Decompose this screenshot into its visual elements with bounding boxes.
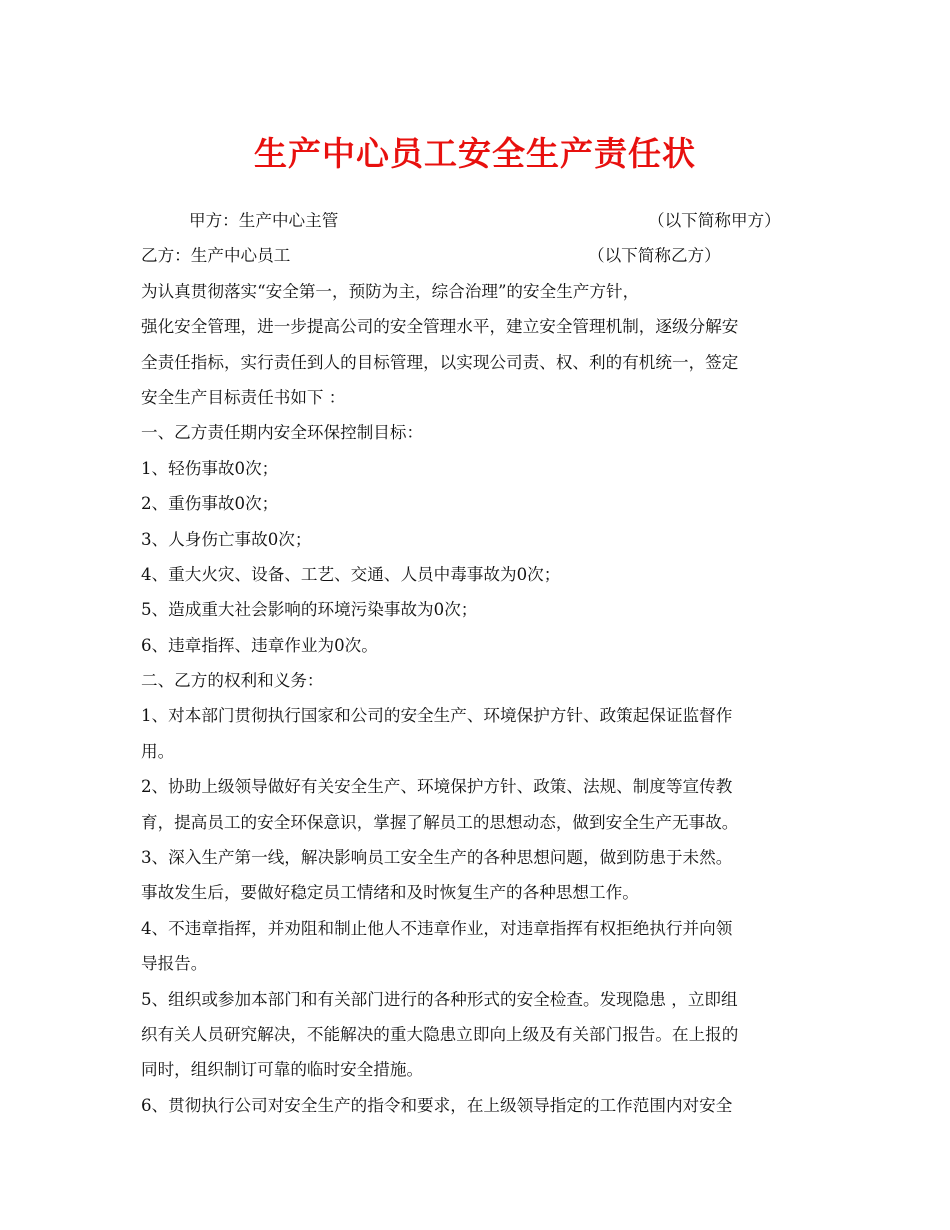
- section-2-heading: 二、乙方的权利和义务：: [141, 671, 324, 691]
- list-item: 3、人身伤亡事故0次；: [141, 529, 312, 549]
- paragraph-item: [141, 698, 813, 769]
- paragraph-item: [141, 982, 813, 1088]
- document-body: [141, 203, 813, 1123]
- party-a-label: 甲方：生产中心主管: [189, 211, 339, 230]
- paragraph-line: 织有关人员研究解决，不能解决的重大隐患立即向上级及有关部门报告。在上报的: [141, 1024, 739, 1044]
- intro-paragraph: [141, 274, 813, 416]
- paragraph-item: [141, 840, 813, 911]
- paragraph-line: 育，提高员工的安全环保意识，掌握了解员工的思想动态，做到安全生产无事故。: [141, 812, 739, 832]
- paragraph-line: 3、深入生产第一线，解决影响员工安全生产的各种思想问题，做到防患于未然。: [141, 848, 733, 868]
- paragraph-line: 4、不违章指挥，并劝阻和制止他人不违章作业，对违章指挥有权拒绝执行并向领: [141, 918, 733, 938]
- list-item: 6、违章指挥、违章作业为0次。: [141, 635, 378, 655]
- paragraph-line: 2、协助上级领导做好有关安全生产、环境保护方针、政策、法规、制度等宣传教: [141, 777, 733, 797]
- intro-line: 为认真贯彻落实“安全第一，预防为主，综合治理”的安全生产方针，: [141, 281, 640, 301]
- section-1-list: [141, 451, 813, 663]
- paragraph-item: [141, 1088, 813, 1123]
- paragraph-line: 导报告。: [141, 954, 208, 974]
- paragraph-line: 5、组织或参加本部门和有关部门进行的各种形式的安全检查。发现隐患 ，立即组: [141, 989, 738, 1009]
- paragraph-item: [141, 911, 813, 982]
- intro-line: 全责任指标，实行责任到人的目标管理，以实现公司责、权、利的有机统一，签定: [141, 352, 739, 372]
- list-item: 4、重大火灾、设备、工艺、交通、人员中毒事故为0次；: [141, 564, 561, 584]
- party-a-note: （以下简称甲方）: [648, 211, 781, 230]
- list-item: 1、轻伤事故0次；: [141, 458, 279, 478]
- paragraph-item: [141, 769, 813, 840]
- paragraph-line: 6、贯彻执行公司对安全生产的指令和要求，在上级领导指定的工作范围内对安全: [141, 1095, 733, 1115]
- list-item: 2、重伤事故0次；: [141, 494, 279, 514]
- party-b-line: [141, 238, 813, 273]
- document-title: 生产中心员工安全生产责任状: [254, 134, 696, 173]
- section-2-list: [141, 698, 813, 1123]
- section-1-heading: 一、乙方责任期内安全环保控制目标：: [141, 423, 424, 443]
- party-a-line: [141, 203, 813, 238]
- party-b-note: （以下简称乙方）: [588, 246, 721, 266]
- paragraph-line: 用。: [141, 741, 175, 761]
- list-item: 5、造成重大社会影响的环境污染事故为0次；: [141, 600, 478, 620]
- paragraph-line: 事故发生后，要做好稳定员工情绪和及时恢复生产的各种思想工作。: [141, 883, 639, 903]
- paragraph-line: 同时，组织制订可靠的临时安全措施。: [141, 1060, 424, 1080]
- intro-line: 安全生产目标责任书如下 ：: [141, 387, 346, 407]
- intro-line: 强化安全管理，进一步提高公司的安全管理水平，建立安全管理机制，逐级分解安: [141, 317, 739, 337]
- paragraph-line: 1、对本部门贯彻执行国家和公司的安全生产、环境保护方针、政策起保证监督作: [141, 706, 733, 726]
- party-b-label: 乙方：生产中心员工: [141, 246, 291, 266]
